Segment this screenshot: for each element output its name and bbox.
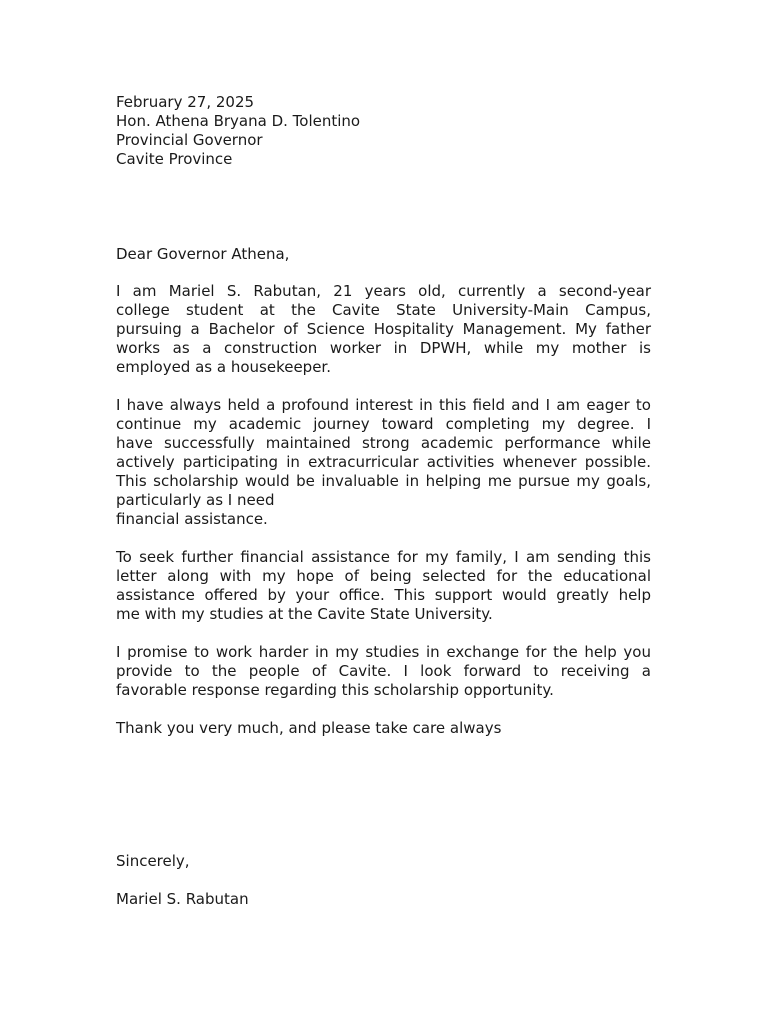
paragraph-line: pursuing a Bachelor of Science Hospitality Management. My father (116, 320, 651, 338)
paragraph-line: I have always held a profound interest in this field and I am eager to (116, 396, 651, 414)
paragraph-introduction (116, 282, 651, 377)
paragraph-line: This scholarship would be invaluable in helping me pursue my goals, (116, 472, 651, 490)
letter-date: February 27, 2025 (116, 93, 255, 111)
paragraph-line: have successfully maintained strong academic performance while (116, 434, 651, 452)
paragraph-line: employed as a housekeeper. (116, 358, 331, 376)
paragraph-interest (116, 396, 651, 529)
paragraph-line: favorable response regarding this scholarship opportunity. (116, 681, 554, 699)
paragraph-line: provide to the people of Cavite. I look forward to receiving a (116, 662, 651, 680)
paragraph-promise (116, 643, 651, 700)
paragraph-line: financial assistance. (116, 510, 268, 528)
letter-header (116, 93, 651, 169)
paragraph-line: actively participating in extracurricular activities whenever possible. (116, 453, 651, 471)
paragraph-line: assistance offered by your office. This support would greatly help (116, 586, 651, 604)
paragraph-line: I promise to work harder in my studies in exchange for the help you (116, 643, 651, 661)
paragraph-line: continue my academic journey toward completing my degree. I (116, 415, 651, 433)
closing: Sincerely, (116, 852, 190, 870)
paragraph-line: letter along with my hope of being selected for the educational (116, 567, 651, 585)
letter-page (116, 93, 651, 909)
paragraph-line: works as a construction worker in DPWH, while my mother is (116, 339, 651, 357)
paragraph-line: particularly as I need (116, 491, 275, 509)
paragraph-line: me with my studies at the Cavite State University. (116, 605, 493, 623)
recipient-location: Cavite Province (116, 150, 233, 168)
thanks-line: Thank you very much, and please take care always (116, 719, 502, 737)
paragraph-line: To seek further financial assistance for my family, I am sending this (116, 548, 651, 566)
paragraph-line: I am Mariel S. Rabutan, 21 years old, currently a second-year (116, 282, 651, 300)
signature-name: Mariel S. Rabutan (116, 890, 249, 908)
paragraph-request (116, 548, 651, 624)
salutation: Dear Governor Athena, (116, 245, 290, 263)
recipient-name: Hon. Athena Bryana D. Tolentino (116, 112, 361, 130)
recipient-title: Provincial Governor (116, 131, 263, 149)
paragraph-line: college student at the Cavite State University-Main Campus, (116, 301, 651, 319)
